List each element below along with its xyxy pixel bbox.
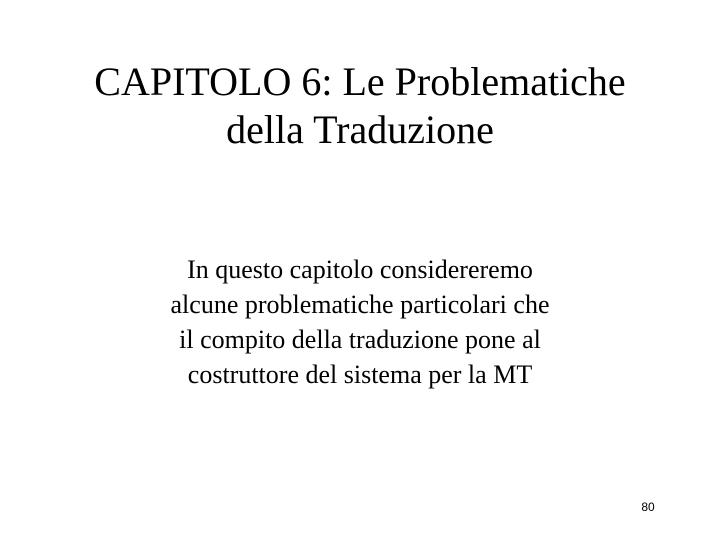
slide-title — [40, 58, 680, 154]
page-number: 80 — [641, 500, 655, 514]
slide-title-line: della Traduzione — [226, 107, 494, 152]
slide-title-line: CAPITOLO 6: Le Problematiche — [94, 59, 626, 104]
body-line: In questo capitolo considereremo — [187, 255, 533, 284]
body-line: il compito della traduzione pone al — [179, 325, 541, 354]
body-line: alcune problematiche particolari che — [170, 290, 550, 319]
body-line: costruttore del sistema per la MT — [187, 360, 533, 389]
slide-body-text — [80, 252, 640, 392]
